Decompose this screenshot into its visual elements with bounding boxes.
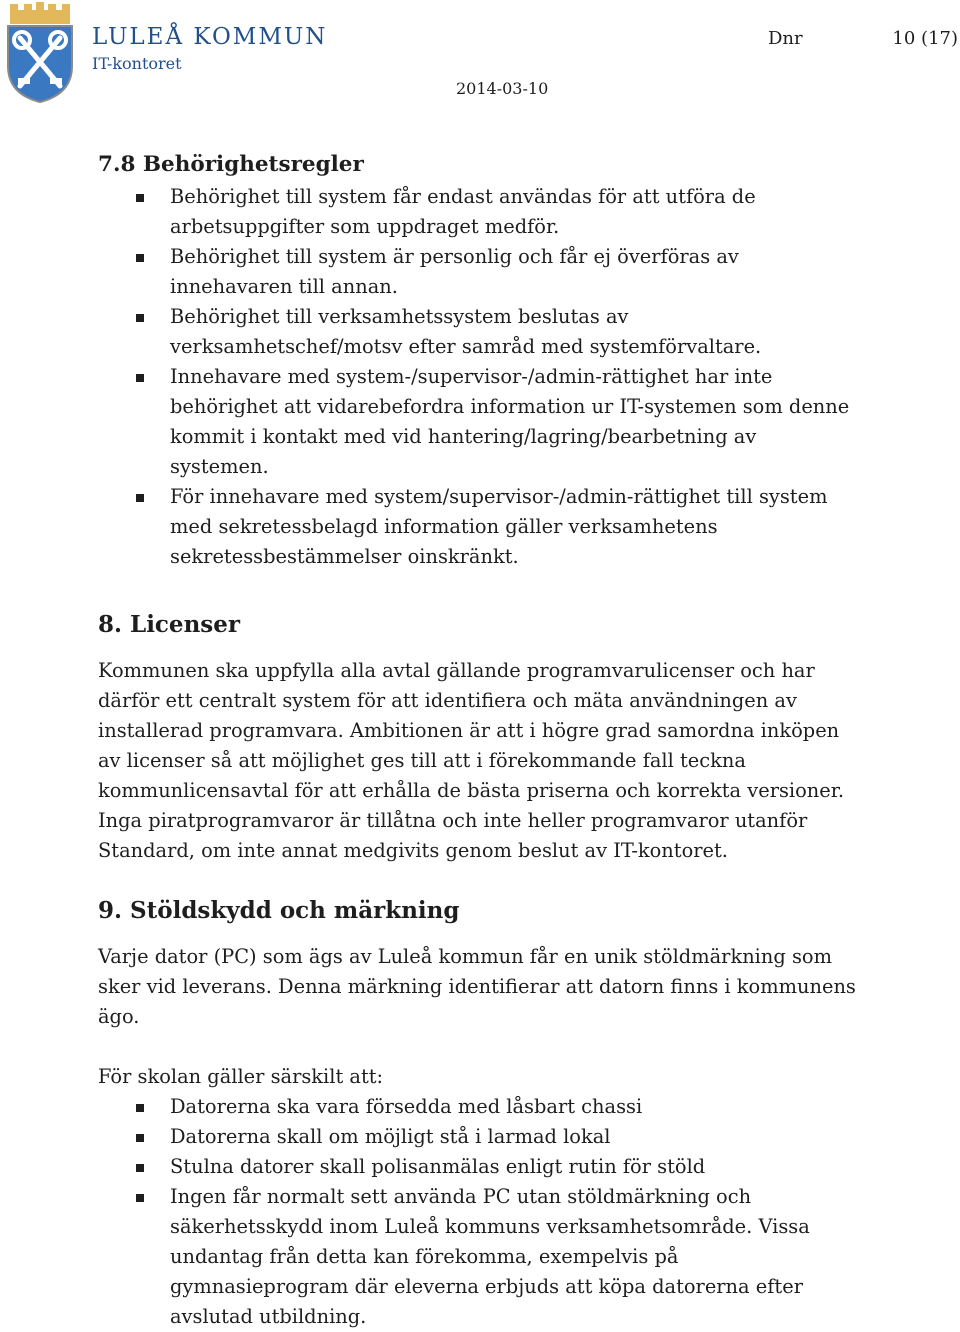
department-name: IT-kontoret bbox=[92, 54, 182, 73]
list-item: Innehavare med system-/supervisor-/admin-rättighet har inte behörighet att vidarebefordra information ur IT-systemen som denne kommit i kontakt med vid hantering/lagring/bearbetning av systemen. bbox=[98, 362, 860, 482]
list-item: Behörighet till system är personlig och får ej överföras av innehavaren till annan. bbox=[98, 242, 860, 302]
square-bullet-icon bbox=[136, 1164, 144, 1172]
list-item: Behörighet till verksamhetssystem beslutas av verksamhetschef/motsv efter samråd med systemförvaltare. bbox=[98, 302, 860, 362]
list-item: Datorerna skall om möjligt stå i larmad lokal bbox=[98, 1122, 860, 1152]
square-bullet-icon bbox=[136, 254, 144, 262]
section-8-heading: 8. Licenser bbox=[98, 611, 240, 638]
document-date: 2014-03-10 bbox=[456, 79, 549, 98]
dnr-label: Dnr bbox=[768, 28, 803, 49]
list-item: Ingen får normalt sett använda PC utan stöldmärkning och säkerhetsskydd inom Luleå kommuns verksamhetsområde. Vissa undantag från detta kan förekomma, exempelvis på gymnasieprogram där eleverna erbjuds att köpa datorerna efter avslutad utbildning. bbox=[98, 1182, 860, 1332]
section-8-paragraph: Kommunen ska uppfylla alla avtal gällande programvarulicenser och har därför ett centralt system för att identifiera och mäta användningen av installerad programvara. Ambitionen är att i högre grad samordna inköpen av licenser så att möjlighet ges till att i förekommande fall teckna kommunlicensavtal för att erhålla de bästa priserna och korrekta versioner. Inga piratprogramvaror är tillåtna och inte heller programvaror utanför Standard, om inte annat medgivits genom beslut av IT-kontoret. bbox=[98, 659, 845, 862]
square-bullet-icon bbox=[136, 194, 144, 202]
school-rules-list bbox=[98, 1092, 860, 1332]
organization-name: LULEÅ KOMMUN bbox=[92, 24, 328, 50]
permission-rules-list bbox=[98, 182, 860, 572]
list-item: Behörighet till system får endast användas för att utföra de arbetsuppgifter som uppdraget medför. bbox=[98, 182, 860, 242]
luleå-coat-of-arms-icon bbox=[4, 2, 76, 104]
section-9-heading: 9. Stöldskydd och märkning bbox=[98, 897, 460, 924]
school-intro: För skolan gäller särskilt att: bbox=[98, 1065, 384, 1088]
section-9-paragraph: Varje dator (PC) som ägs av Luleå kommun får en unik stöldmärkning som sker vid leverans. Denna märkning identifierar att datorn finns i kommunens ägo. bbox=[98, 945, 856, 1028]
square-bullet-icon bbox=[136, 374, 144, 382]
list-item: Datorerna ska vara försedda med låsbart chassi bbox=[98, 1092, 860, 1122]
page-number: 10 (17) bbox=[892, 28, 958, 49]
square-bullet-icon bbox=[136, 494, 144, 502]
list-item: Stulna datorer skall polisanmälas enligt rutin för stöld bbox=[98, 1152, 860, 1182]
square-bullet-icon bbox=[136, 1194, 144, 1202]
square-bullet-icon bbox=[136, 314, 144, 322]
square-bullet-icon bbox=[136, 1134, 144, 1142]
square-bullet-icon bbox=[136, 1104, 144, 1112]
section-7-8-heading: 7.8 Behörighetsregler bbox=[98, 152, 364, 177]
document-body bbox=[98, 148, 860, 1332]
list-item: För innehavare med system/supervisor-/admin-rättighet till system med sekretessbelagd information gäller verksamhetens sekretessbestämmelser oinskränkt. bbox=[98, 482, 860, 572]
